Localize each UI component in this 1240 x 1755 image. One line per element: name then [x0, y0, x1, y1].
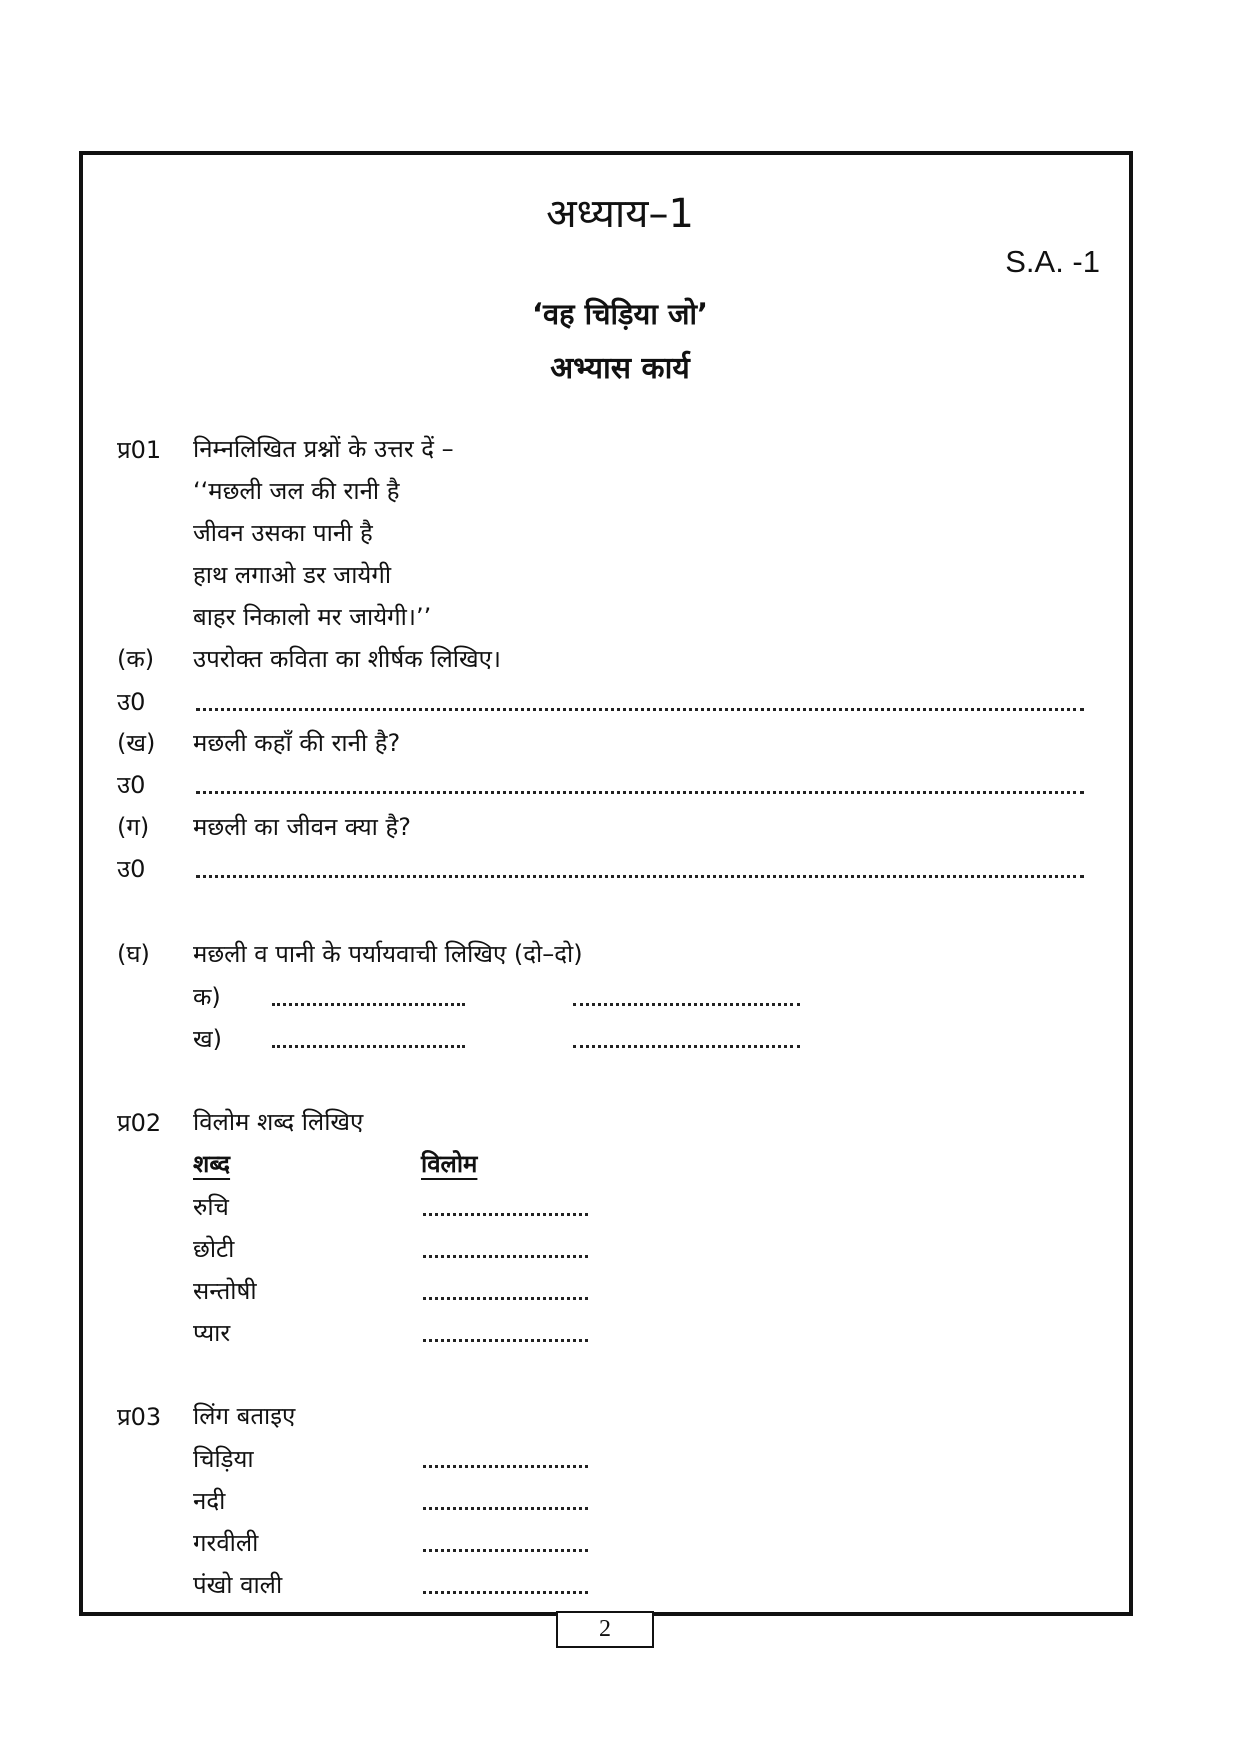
lesson-title: ‘वह चिड़िया जो’: [531, 297, 709, 331]
question-instruction: विलोम शब्द लिखिए: [193, 1108, 364, 1136]
synonym-answer-line[interactable]: [573, 1003, 800, 1006]
answer-label: उ0: [117, 771, 146, 799]
assessment-label: S.A. -1: [1005, 244, 1100, 279]
antonym-answer-line[interactable]: [423, 1339, 588, 1342]
word-item: पंखो वाली: [193, 1571, 283, 1599]
sub-question-text: मछली व पानी के पर्यायवाची लिखिए (दो–दो): [193, 940, 583, 968]
synonym-answer-line[interactable]: [272, 1003, 465, 1006]
sub-question-text: मछली का जीवन क्या है?: [193, 813, 411, 841]
sub-question-marker: (क): [117, 645, 155, 673]
synonym-answer-line[interactable]: [272, 1045, 465, 1048]
word-item: प्यार: [193, 1319, 231, 1347]
exercise-title: अभ्यास कार्य: [550, 351, 690, 386]
column-header-word: शब्द: [193, 1150, 231, 1178]
sub-question-marker: (ग): [117, 813, 150, 841]
question-number: प्र03: [117, 1403, 162, 1431]
antonym-answer-line[interactable]: [423, 1297, 588, 1300]
question-number: प्र01: [117, 436, 162, 464]
sub-question-text: मछली कहाँ की रानी है?: [193, 729, 401, 757]
gender-answer-line[interactable]: [423, 1465, 588, 1468]
word-item: चिड़िया: [193, 1445, 254, 1473]
page-number: 2: [556, 1611, 654, 1648]
sub-question-marker: (ख): [117, 729, 156, 757]
antonym-answer-line[interactable]: [423, 1255, 588, 1258]
answer-label: उ0: [117, 855, 146, 883]
poem-line: जीवन उसका पानी है: [193, 519, 373, 547]
question-instruction: निम्नलिखित प्रश्नों के उत्तर दें –: [193, 435, 454, 463]
answer-line[interactable]: [196, 708, 1084, 711]
synonym-row-label: ख): [193, 1025, 222, 1053]
poem-line: ‘‘मछली जल की रानी है: [193, 477, 400, 505]
gender-answer-line[interactable]: [423, 1507, 588, 1510]
antonym-answer-line[interactable]: [423, 1213, 588, 1216]
word-item: सन्तोषी: [193, 1277, 257, 1305]
sub-question-text: उपरोक्त कविता का शीर्षक लिखिए।: [193, 645, 501, 673]
poem-line: हाथ लगाओ डर जायेगी: [193, 561, 392, 589]
question-instruction: लिंग बताइए: [193, 1402, 296, 1430]
answer-line[interactable]: [196, 791, 1084, 794]
synonym-row-label: क): [193, 983, 221, 1011]
word-item: गरवीली: [193, 1529, 259, 1557]
answer-line[interactable]: [196, 875, 1084, 878]
answer-label: उ0: [117, 688, 146, 716]
gender-answer-line[interactable]: [423, 1549, 588, 1552]
sub-question-marker: (घ): [117, 940, 150, 968]
synonym-answer-line[interactable]: [573, 1045, 800, 1048]
word-item: छोटी: [193, 1235, 235, 1263]
word-item: नदी: [193, 1487, 226, 1515]
poem-line: बाहर निकालो मर जायेगी।’’: [193, 603, 432, 631]
column-header-antonym: विलोम: [421, 1150, 478, 1178]
gender-answer-line[interactable]: [423, 1591, 588, 1594]
chapter-title: अध्याय–1: [546, 191, 694, 237]
word-item: रुचि: [193, 1193, 229, 1221]
question-number: प्र02: [117, 1109, 162, 1137]
